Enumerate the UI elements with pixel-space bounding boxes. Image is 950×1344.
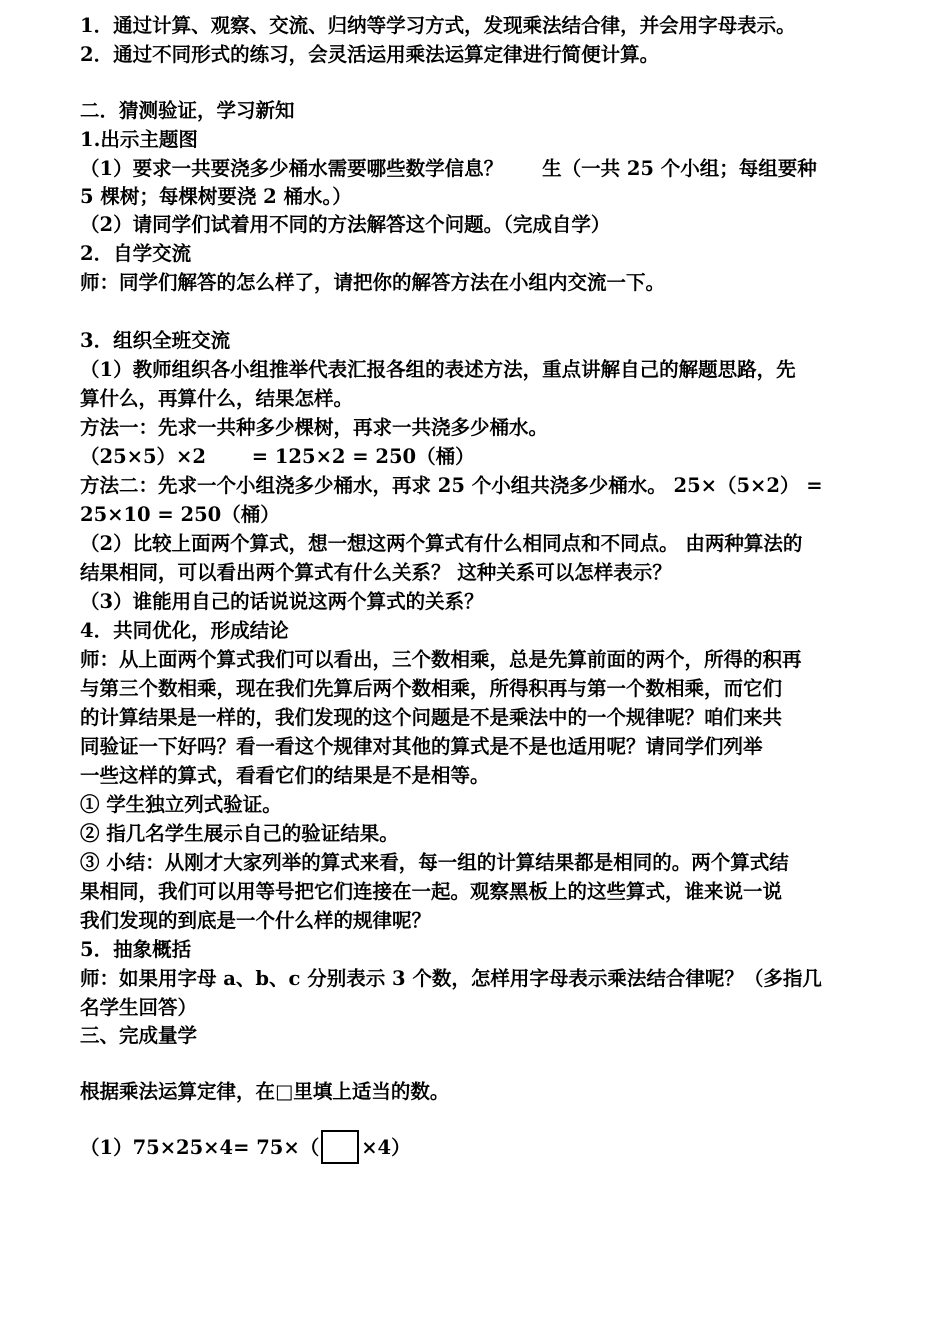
method-2: 方法二：先求一个小组浇多少桶水，再求 25 个小组共浇多少桶水。 25×（5×2） =: [80, 474, 823, 497]
step-heading-1: 1.出示主题图: [80, 128, 198, 151]
section-heading-2: 二．猜测验证，学习新知: [80, 99, 295, 122]
exercise-1-suffix: ×4）: [361, 1136, 411, 1159]
section-heading-3: 三、完成量学: [80, 1024, 198, 1047]
paragraph-line: 师：从上面两个算式我们可以看出，三个数相乘，总是先算前面的两个，所得的积再: [80, 648, 802, 671]
paragraph-line: （2）请同学们试着用不同的方法解答这个问题。（完成自学）: [80, 213, 611, 236]
paragraph-line: 5 棵树；每棵树要浇 2 桶水。）: [80, 185, 352, 208]
paragraph-line: 的计算结果是一样的，我们发现的这个问题是不是乘法中的一个规律呢？咱们来共: [80, 706, 783, 729]
equation-2: 25×10 = 250（桶）: [80, 503, 280, 526]
method-1: 方法一：先求一共种多少棵树，再求一共浇多少桶水。: [80, 416, 549, 439]
paragraph-line: 师：同学们解答的怎么样了，请把你的解答方法在小组内交流一下。: [80, 271, 666, 294]
step-heading-4: 4．共同优化，形成结论: [80, 619, 289, 642]
paragraph-line: 结果相同，可以看出两个算式有什么关系？ 这种关系可以怎样表示？: [80, 561, 672, 584]
answer-blank-box[interactable]: [321, 1130, 359, 1164]
paragraph-line: 一些这样的算式，看看它们的结果是不是相等。: [80, 764, 490, 787]
exercise-1-prefix: （1）75×25×4= 75×（: [80, 1136, 320, 1159]
paragraph-line: （2）比较上面两个算式，想一想这两个算式有什么相同点和不同点。 由两种算法的: [80, 532, 803, 555]
equation-1: （25×5）×2 = 125×2 = 250（桶）: [80, 445, 475, 468]
paragraph-line: 我们发现的到底是一个什么样的规律呢？: [80, 909, 432, 932]
exercise-1: [80, 1130, 880, 1166]
paragraph-line: 同验证一下好吗？看一看这个规律对其他的算式是不是也适用呢？请同学们列举: [80, 735, 763, 758]
objective-2: 2．通过不同形式的练习，会灵活运用乘法运算定律进行简便计算。: [80, 43, 660, 66]
paragraph-line: 果相同，我们可以用等号把它们连接在一起。观察黑板上的这些算式，谁来说一说: [80, 880, 783, 903]
paragraph-line: 算什么，再算什么，结果怎样。: [80, 387, 354, 410]
objective-1: 1．通过计算、观察、交流、归纳等学习方式，发现乘法结合律，并会用字母表示。: [80, 14, 796, 37]
step-heading-2: 2．自学交流: [80, 242, 192, 265]
list-item-2: ② 指几名学生展示自己的验证结果。: [80, 822, 399, 845]
paragraph-line: （1）教师组织各小组推举代表汇报各组的表述方法，重点讲解自己的解题思路，先: [80, 358, 796, 381]
step-heading-3: 3．组织全班交流: [80, 329, 231, 352]
paragraph-line: 与第三个数相乘，现在我们先算后两个数相乘，所得积再与第一个数相乘，而它们: [80, 677, 783, 700]
list-item-3: ③ 小结：从刚才大家列举的算式来看，每一组的计算结果都是相同的。两个算式结: [80, 851, 789, 874]
exercise-instruction: 根据乘法运算定律，在□里填上适当的数。: [80, 1080, 450, 1103]
paragraph-line: 师：如果用字母 a、b、c 分别表示 3 个数，怎样用字母表示乘法结合律呢？（多指几: [80, 967, 822, 990]
paragraph-line: （3）谁能用自己的话说说这两个算式的关系？: [80, 590, 484, 613]
paragraph-line: （1）要求一共要浇多少桶水需要哪些数学信息？ 生（一共 25 个小组；每组要种: [80, 157, 817, 180]
paragraph-line: 名学生回答）: [80, 996, 198, 1019]
list-item-1: ① 学生独立列式验证。: [80, 793, 282, 816]
step-heading-5: 5．抽象概括: [80, 938, 192, 961]
